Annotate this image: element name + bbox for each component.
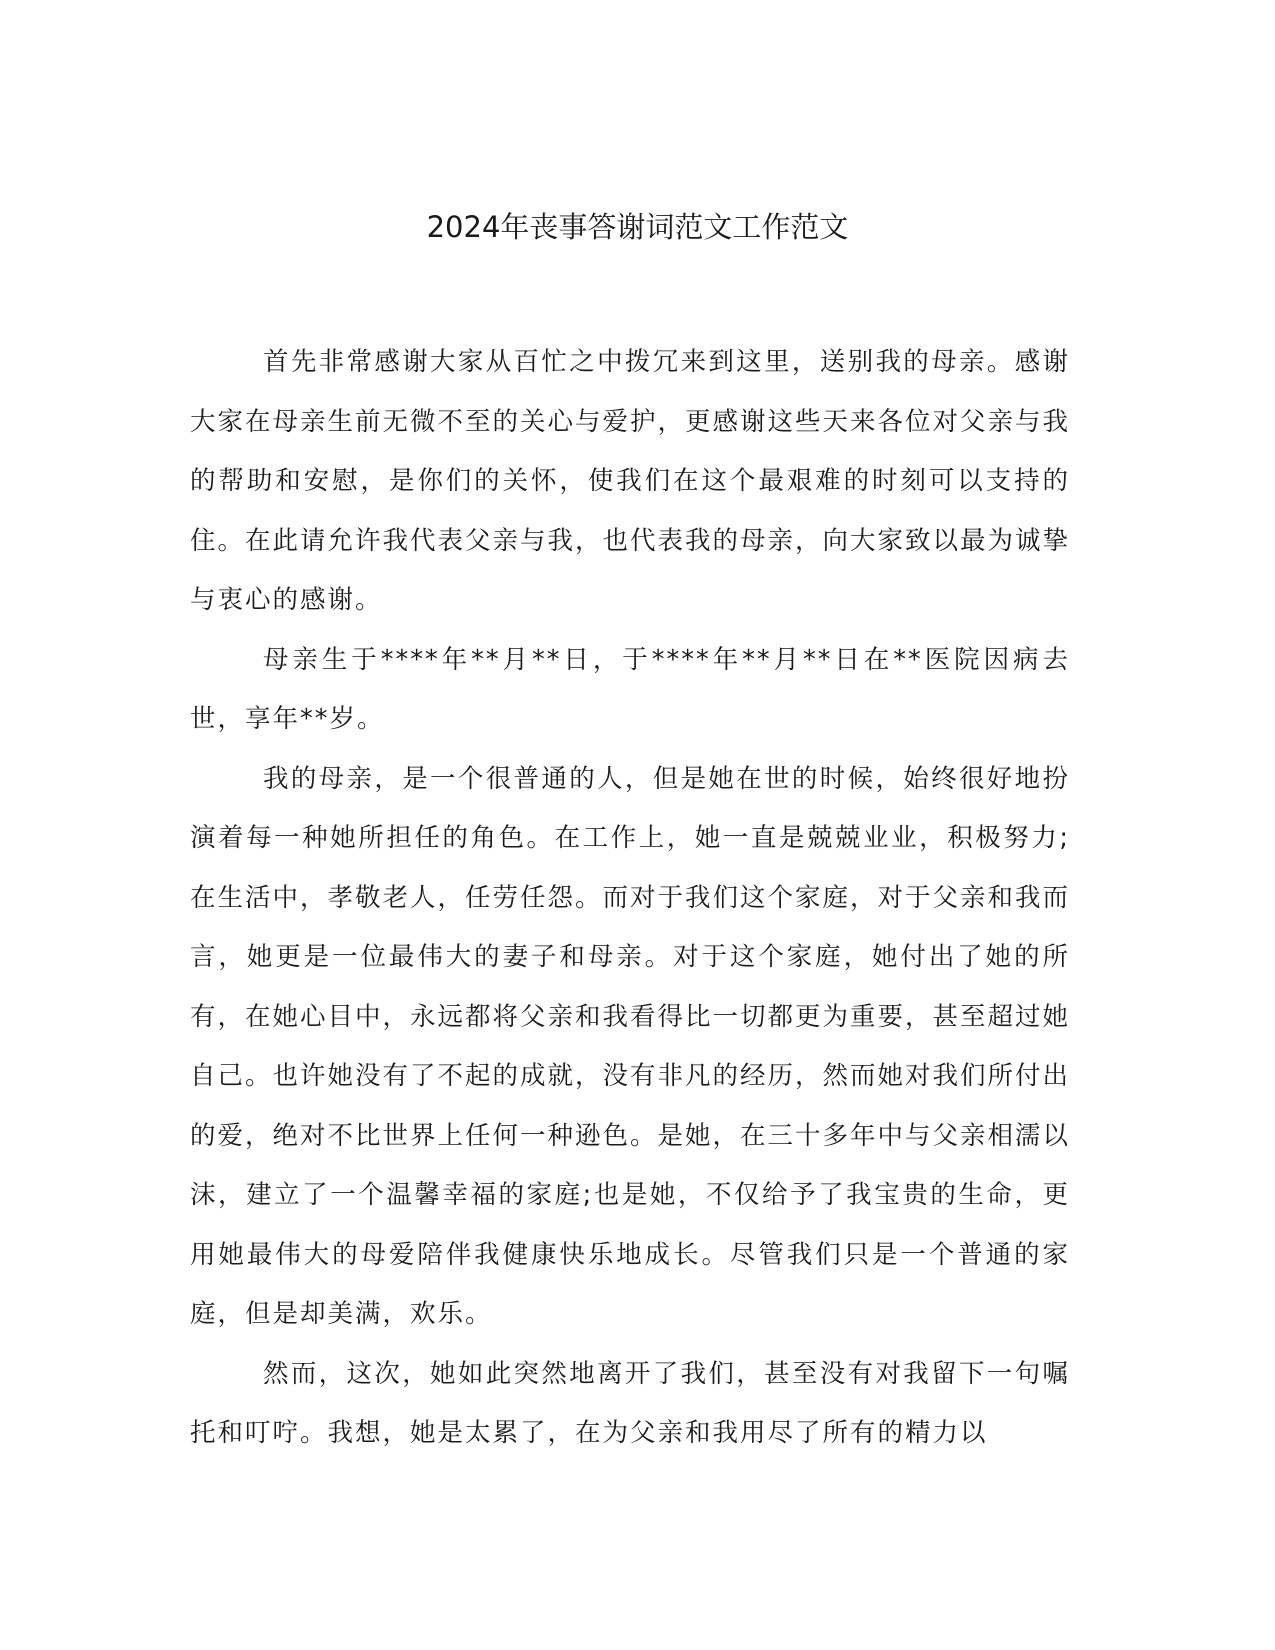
document-body	[190, 333, 1070, 1464]
document-title: 2024年丧事答谢词范文工作范文	[426, 210, 849, 244]
paragraph-mother-life: 我的母亲，是一个很普通的人，但是她在世的时候，始终很好地扮演着每一种她所担任的角色。在工作上，她一直是兢兢业业，积极努力;在生活中，孝敬老人，任劳任怨。而对于我们这个家庭，对于父亲和我而言，她更是一位最伟大的妻子和母亲。对于这个家庭，她付出了她的所有，在她心目中，永远都将父亲和我看得比一切都更为重要，甚至超过她自己。也许她没有了不起的成就，没有非凡的经历，然而她对我们所付出的爱，绝对不比世界上任何一种逊色。是她，在三十多年中与父亲相濡以沫，建立了一个温馨幸福的家庭;也是她，不仅给予了我宝贵的生命，更用她最伟大的母爱陪伴我健康快乐地成长。尽管我们只是一个普通的家庭，但是却美满，欢乐。	[190, 763, 1071, 1329]
paragraph-birth-death: 母亲生于****年**月**日，于****年**月**日在**医院因病去世，享年**岁。	[190, 644, 1070, 734]
paragraph-sudden-departure: 然而，这次，她如此突然地离开了我们，甚至没有对我留下一句嘱托和叮咛。我想，她是太累了，在为父亲和我用尽了所有的精力以	[190, 1358, 1070, 1448]
paragraph-gratitude: 首先非常感谢大家从百忙之中拨冗来到这里，送别我的母亲。感谢大家在母亲生前无微不至的关心与爱护，更感谢这些天来各位对父亲与我的帮助和安慰，是你们的关怀，使我们在这个最艰难的时刻可以支持的住。在此请允许我代表父亲与我，也代表我的母亲，向大家致以最为诚挚与衷心的感谢。	[190, 347, 1071, 615]
